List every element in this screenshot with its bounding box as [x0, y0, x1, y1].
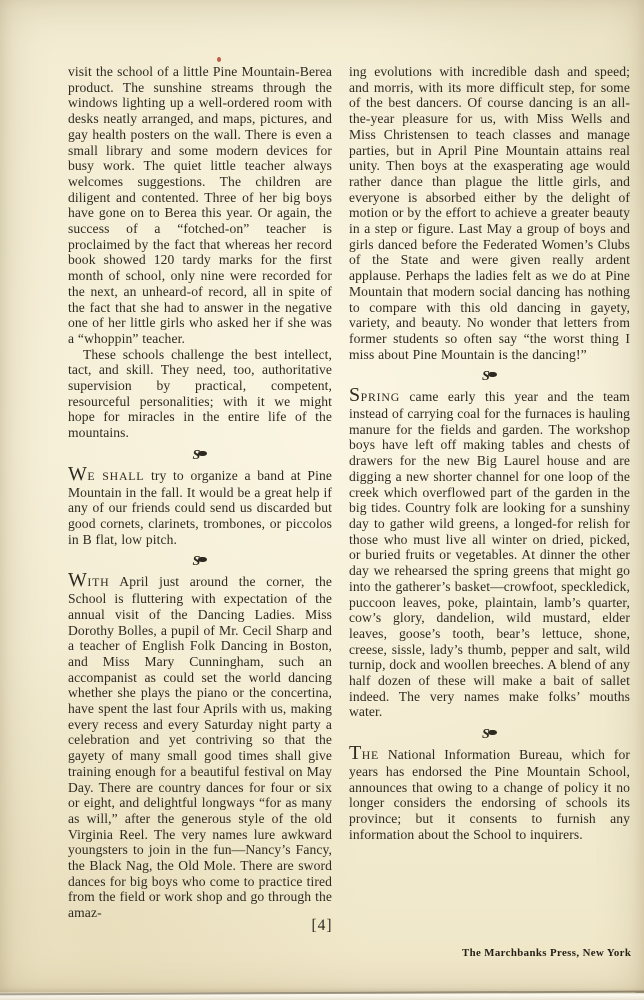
page-bottom-edge — [0, 988, 644, 1000]
fleuron-icon: S — [193, 554, 208, 569]
paragraph-lead-initial: S — [349, 384, 361, 407]
paragraph-lead-small-caps: PRING — [360, 390, 401, 405]
imprint: The Marchbanks Press, New York — [462, 947, 632, 959]
paragraph-lead-small-caps: HE — [361, 748, 380, 763]
paragraph-lead-small-caps: E SHALL — [87, 468, 145, 483]
section-divider-ornament — [68, 553, 332, 569]
section-divider-ornament — [349, 726, 630, 742]
paragraph: visit the school of a little Pine Mountain-Berea product. The sunshine streams through the windows lighting up a well-ordered room with desks neatly arranged, and maps, pictures, and gay health posters on the wall. There is even a small library and some modern devices for busy work. The quiet little teacher always welcomes suggestions. The children are diligent and contented. Three of her big boys have gone on to Berea this year. Or again, the success of a “fotched-on” teacher is proclaimed by the fact that whereas her record book showed 120 tardy marks for the first month of school, only nine were recorded for the next, an unheard-of record, all in spite of the fact that she had to answer in the negative one of her little girls who asked her if she was a “whoppin” teacher. — [68, 64, 332, 346]
paragraph: ing evolutions with incredible dash and speed; and morris, with its more difficult step, for some of the best dancers. Of course dancing is an all-the-year pleasure for us, with Miss Wells and Miss Christensen to teach classes and manage parties, but in April Pine Mountain attains real unity. Then boys at the exasperating age would rather dance than plague the little girls, and everyone is absorbed either by the delight of motion or by the effort to achieve a greater beauty in a step or figure. Last May a group of boys and girls danced before the Federated Women’s Clubs of the State and were given really ardent applause. Perhaps the ladies felt as we do at Pine Mountain that modern social dancing has nothing to compare with this old dancing in gayety, variety, and beauty. No wonder that letters from former students so often say “the worst thing I miss about Pine Mountain is the dancing!” — [349, 64, 630, 362]
right-column — [349, 64, 630, 842]
paragraph-lead-small-caps: ITH — [87, 575, 110, 590]
fleuron-icon: S — [193, 448, 208, 463]
page-number: [4] — [311, 917, 333, 934]
left-column — [68, 64, 332, 921]
fleuron-icon: S — [482, 369, 497, 384]
paper-speck — [217, 57, 221, 62]
paragraph: WE SHALL try to organize a band at Pine Mountain in the fall. It would be a great help if any of our friends could send us discarded but good cornets, clarinets, trombones, or piccolos in B flat, low pitch. — [68, 462, 332, 547]
paragraph: SPRING came early this year and the team instead of carrying coal for the furnaces is hauling manure for the fields and garden. The workshop boys have left off making tables and chests of drawers for the new Big Laurel house and are digging a new shorter channel for one loop of the creek which overflowed part of the garden in the big tides. Country folk are looking for a sunshiny day to gather wild greens, a longed-for relish for those who must live all winter on dried, picked, or buried fruits or vegetables. At dinner the other day we rehearsed the spring greens that might go into the gatherer’s basket—crowfoot, speckledick, puccoon leaves, poke, plaintain, lamb’s quarter, cow’s glory, dandelion, wild mustard, elder leaves, goose’s tooth, bear’s lettuce, shone, creese, sissle, lady’s thumb, pepper and salt, wild turnip, dock and woollen breeches. A blend of any half dozen of these will make a bait of sallet indeed. The very names make folks’ mouths water. — [349, 384, 630, 720]
paragraph: These schools challenge the best intellect, tact, and skill. They need, too, authoritative supervision by practical, competent, resourceful personalities; with it we might hope for miracles in the entire life of the mountains. — [68, 346, 332, 441]
section-divider-ornament — [68, 447, 332, 463]
fleuron-icon: S — [482, 727, 497, 742]
page-bottom-edge-line — [0, 991, 644, 996]
paragraph: THE National Information Bureau, which for years has endorsed the Pine Mountain School, announces that owing to a change of policy it no longer considers the endorsing of schools its province; but it consents to furnish any information about the School to inquirers. — [349, 742, 630, 842]
paragraph-lead-initial: W — [68, 462, 88, 485]
paragraph-lead-initial: T — [349, 742, 362, 765]
paragraph-lead-initial: W — [68, 569, 88, 592]
section-divider-ornament — [349, 368, 630, 384]
paragraph: WITH April just around the corner, the School is fluttering with expectation of the annual visit of the Dancing Ladies. Miss Dorothy Bolles, a pupil of Mr. Cecil Sharp and a teacher of English Folk Dancing in Boston, and Miss Mary Cunningham, such an accompanist as could set the world dancing whether she plays the piano or the concertina, have spent the last four Aprils with us, making every recess and every Saturday night party a celebration and yet contriving so that the gayety of many small good times shall give training enough for a beautiful festival on May Day. There are country dances for four or six or eight, and delightful longways “for as many as will,” after the generous style of the old Virginia Reel. The very names lure awkward youngsters to join in the fun—Nancy’s Fancy, the Black Nag, the Old Mole. There are sword dances for big boys who come to practice tired from the field or work shop and go through the amaz- — [68, 569, 332, 921]
